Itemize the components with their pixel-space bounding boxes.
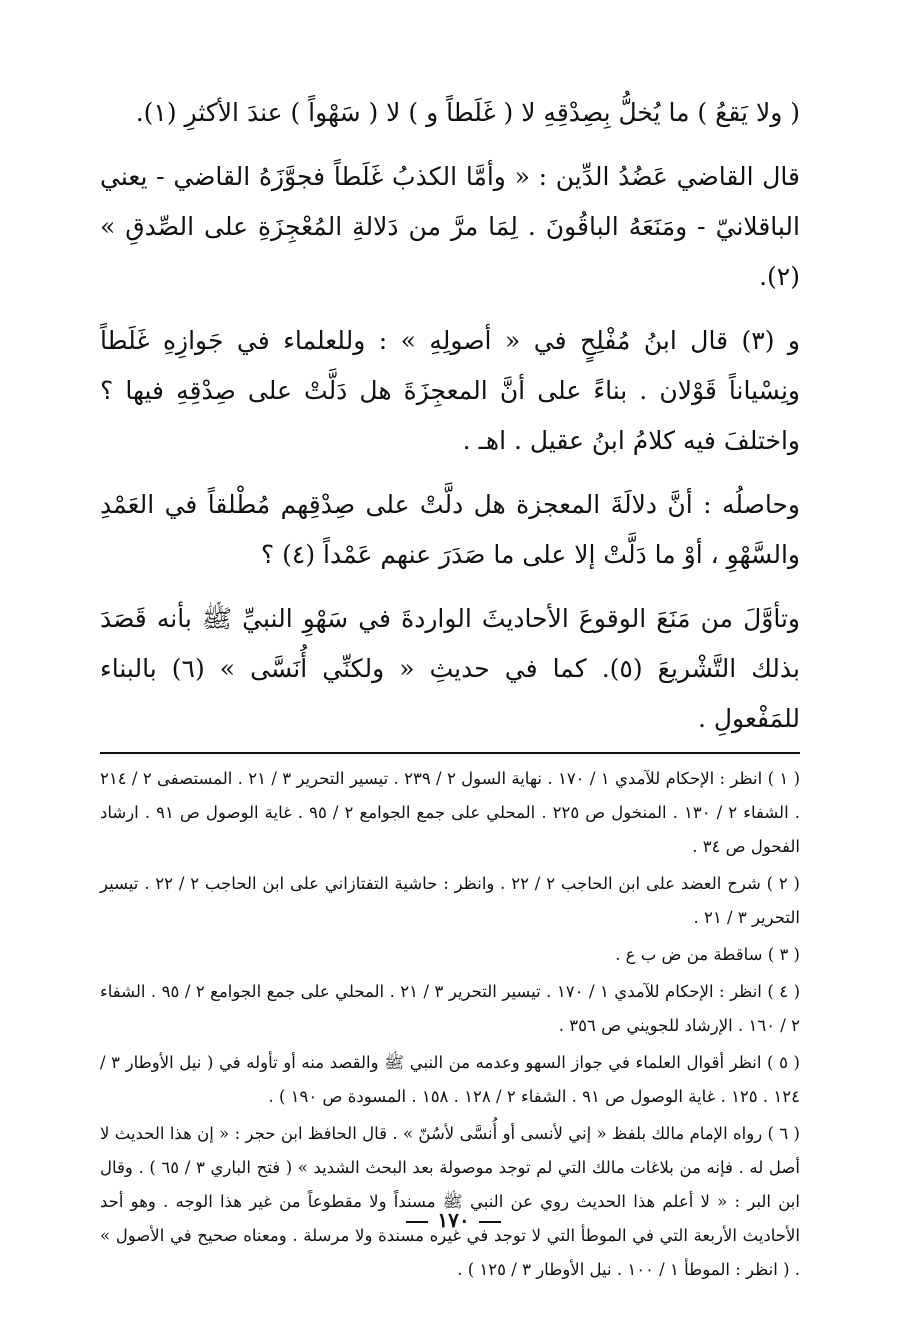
page-number-footer: [0, 1208, 907, 1232]
main-paragraph-3: و (٣) قال ابنُ مُفْلِحٍ في « أصولِهِ » : وللعلماء في جَوازِهِ غَلَطاً ونِسْياناً قَوْلان . بناءً على أنَّ المعجِزَةَ هل دَلَّتْ على صِدْقِهِ فيها ؟ واختلفَ فيه كلامُ ابنُ عقيل . اهـ .: [100, 326, 800, 455]
footnote-2: ( ٢ ) شرح العضد على ابن الحاجب ٢ / ٢٢ . وانظر : حاشية التفتازاني على ابن الحاجب ٢ / ٢٢ . تيسير التحرير ٣ / ٢١ .: [100, 874, 800, 927]
footnote-3: ( ٣ ) ساقطة من ض ب ع .: [615, 945, 800, 964]
page-number-dash-right: [479, 1221, 501, 1223]
footnote-4: ( ٤ ) انظر : الإحكام للآمدي ١ / ١٧٠ . تيسير التحرير ٣ / ٢١ . المحلي على جمع الجوامع ٢ / ٩٥ . الشفاء ٢ / ١٦٠ . الإرشاد للجويني ص ٣٥٦ .: [100, 982, 801, 1035]
page-content: [100, 88, 800, 1290]
main-paragraph-4: وحاصلُه : أنَّ دلالَةَ المعجزة هل دلَّتْ على صِدْقِهم مُطْلقاً في العَمْدِ والسَّهْوِ ، أوْ ما دَلَّتْ إلا على ما صَدَرَ عنهم عَمْداً (٤) ؟: [100, 490, 800, 569]
page-number: ١٧٠: [437, 1208, 470, 1232]
footnote-divider: [100, 752, 800, 754]
page-number-dash-left: [406, 1221, 428, 1223]
main-paragraph-1: ( ولا يَقعُ ) ما يُخلُّ بِصِدْقِهِ لا ( غَلَطاً و ) لا ( سَهْواً ) عندَ الأكثرِ (١).: [135, 98, 800, 127]
footnote-1: ( ١ ) انظر : الإحكام للآمدي ١ / ١٧٠ . نهاية السول ٢ / ٢٣٩ . تيسير التحرير ٣ / ٢١ . المستصفى ٢ / ٢١٤ . الشفاء ٢ / ١٣٠ . المنخول ص ٢٢٥ . المحلي على جمع الجوامع ٢ / ٩٥ . غاية الوصول ص ٩١ . ارشاد الفحول ص ٣٤ .: [100, 769, 801, 856]
footnote-5: ( ٥ ) انظر أقوال العلماء في جواز السهو وعدمه من النبي ﷺ والقصد منه أو تأوله في ( نيل الأوطار ٣ / ١٢٤ . ١٢٥ . غاية الوصول ص ٩١ . الشفاء ٢ / ١٢٨ . ١٥٨ . المسودة ص ١٩٠ ) .: [100, 1053, 800, 1106]
main-text: [100, 88, 800, 744]
footnote-6: ( ٦ ) رواه الإمام مالك بلفظ « إني لأنسى أو أُنسَّى لأسُنّ » . قال الحافظ ابن حجر : « إن هذا الحديث لا أصل له . فإنه من بلاغات مالك التي لم توجد موصولة بعد البحث الشديد » ( فتح الباري ٣ / ٦٥ ) . وقال ابن البر : « لا أعلم هذا الحديث روي عن النبي ﷺ مسنداً ولا مقطوعاً من غير هذا الوجه . وهو أحد الأحاديث الأربعة التي في الموطأ التي لا توجد في غيره مسندة ولا مرسلة . ومعناه صحيح في الأصول » . ( انظر : الموطأ ١ / ١٠٠ . نيل الأوطار ٣ / ١٢٥ ) .: [100, 1124, 800, 1279]
main-paragraph-2: قال القاضي عَضُدُ الدِّين : « وأمَّا الكذبُ غَلَطاً فجوَّزَهُ القاضي - يعني الباقلانيّ - ومَنَعَهُ الباقُونَ . لِمَا مرَّ من دَلالةِ المُعْجِزَةِ على الصِّدقِ » (٢).: [100, 162, 800, 291]
main-paragraph-5: وتأوَّلَ من مَنَعَ الوقوعَ الأحاديثَ الواردةَ في سَهْوِ النبيِّ ﷺ بأنه قَصَدَ بذلك التَّشْريعَ (٥). كما في حديثِ « ولكنِّي أُنَسَّى » (٦) بالبناء للمَفْعولِ .: [100, 604, 800, 733]
